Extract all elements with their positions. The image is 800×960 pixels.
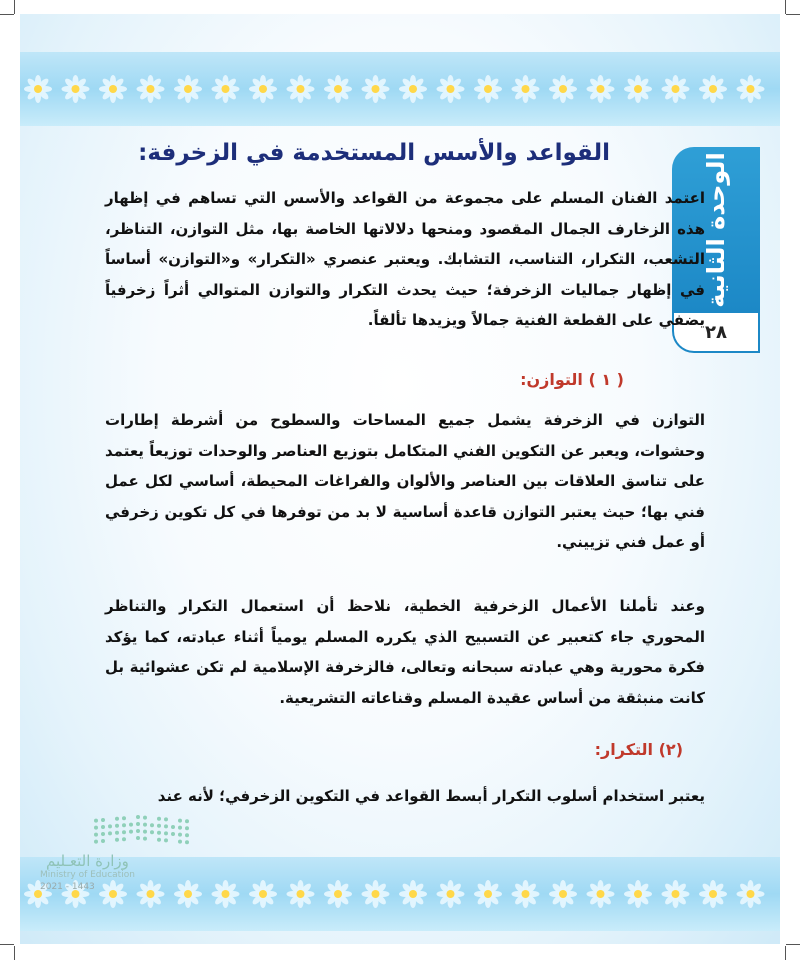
flower-ornament (549, 75, 577, 103)
flower-ornament (512, 75, 540, 103)
flower-ornament (737, 75, 765, 103)
flower-ornament (324, 75, 352, 103)
flower-ornament (287, 880, 315, 908)
flower-ornament (249, 880, 277, 908)
flower-ornament (362, 75, 390, 103)
flower-ornament (512, 880, 540, 908)
crop-mark (786, 944, 800, 945)
flower-ornament (624, 880, 652, 908)
flower-ornament (699, 75, 727, 103)
balance-paragraph-1: التوازن في الزخرفة يشمل جميع المساحات والسطوح من أشرطة إطارات وحشوات، ويعبر عن التكوين الفني المتكامل بتوزيع العناصر والوحدات توزيعاً يعتمد على تناسق العلاقات بين العناصر والألوان والفراغات المحيطة، أساسي لكل عمل فني بها؛ حيث يعتبر التوازن قاعدة أساسية لا بد من توفرها في كل تكوين زخرفي أو عمل فني تزييني. (105, 411, 705, 551)
flower-ornament (212, 75, 240, 103)
crop-mark (0, 944, 14, 945)
unit-label: الوحدة الثانية (702, 152, 730, 308)
page-number: ٢٨ (672, 313, 760, 353)
crop-mark (786, 14, 800, 15)
flower-ornament (549, 880, 577, 908)
decorative-band-top (20, 52, 780, 126)
intro-paragraph: اعتمد الفنان المسلم على مجموعة من القواعد والأسس التي تساهم في إظهار هذه الزخارف الجمال المقصود ومنحها دلالاتها الخاصة بها، مثل التوازن، التناظر، التشعب، التكرار، التناسب، التشابك. ويعتبر عنصري «التكرار» و«التوازن» أساساً في إظهار جماليات الزخرفة؛ حيث يحدث التكرار والتوازن المتوالي أثراً زخرفياً يضفي على القطعة الفنية جمالاً ويزيدها تألقاً. (105, 189, 705, 329)
edition-code: 2021 - 1443 (40, 882, 95, 892)
crop-mark (785, 0, 786, 14)
flower-ornament (399, 880, 427, 908)
crop-mark (14, 0, 15, 14)
repetition-paragraph: يعتبر استخدام أسلوب التكرار أبسط القواعد في التكوين الزخرفي؛ لأنه عند (157, 787, 705, 805)
flower-ornament (662, 880, 690, 908)
logo-dots-graphic (88, 812, 198, 846)
ministry-name-english: Ministry of Education (40, 870, 135, 880)
flower-ornament (324, 880, 352, 908)
ministry-name-arabic: وزارة التعـليم (46, 852, 129, 870)
flower-ornament (249, 75, 277, 103)
crop-mark (785, 946, 786, 960)
flower-ornament (174, 75, 202, 103)
star-pattern-top (20, 52, 780, 126)
flower-ornament (587, 880, 615, 908)
crop-mark (14, 946, 15, 960)
flower-ornament (587, 75, 615, 103)
heading-repetition: (٢) التكرار: (594, 740, 683, 759)
flower-ornament (662, 75, 690, 103)
flower-ornament (99, 75, 127, 103)
flower-ornament (62, 75, 90, 103)
flower-ornament (137, 75, 165, 103)
flower-ornament (474, 75, 502, 103)
flower-ornament (24, 75, 52, 103)
crop-mark (0, 14, 14, 15)
flower-ornament (362, 880, 390, 908)
flower-ornament (624, 75, 652, 103)
flower-ornament (437, 880, 465, 908)
flower-ornament (474, 880, 502, 908)
flower-ornament (699, 880, 727, 908)
flower-ornament (737, 880, 765, 908)
flower-ornament (287, 75, 315, 103)
balance-paragraph-2: وعند تأملنا الأعمال الزخرفية الخطية، نلاحظ أن استعمال التكرار والتناظر المحوري جاء كتعبير عن التسبيح الذي يكرره المسلم يومياً أثناء عبادته، كما يؤكد فكرة محورية وهي عبادته سبحانه وتعالى، فالزخرفة الإسلامية لم تكن عشوائية بل كانت منبثقة من أساس عقيدة المسلم وقناعاته التشريعية. (105, 597, 705, 707)
flower-ornament (399, 75, 427, 103)
page-title: القواعد والأسس المستخدمة في الزخرفة: (138, 140, 610, 166)
heading-balance: ( ١ ) التوازن: (520, 370, 624, 389)
flower-ornament (437, 75, 465, 103)
flower-ornament (212, 880, 240, 908)
